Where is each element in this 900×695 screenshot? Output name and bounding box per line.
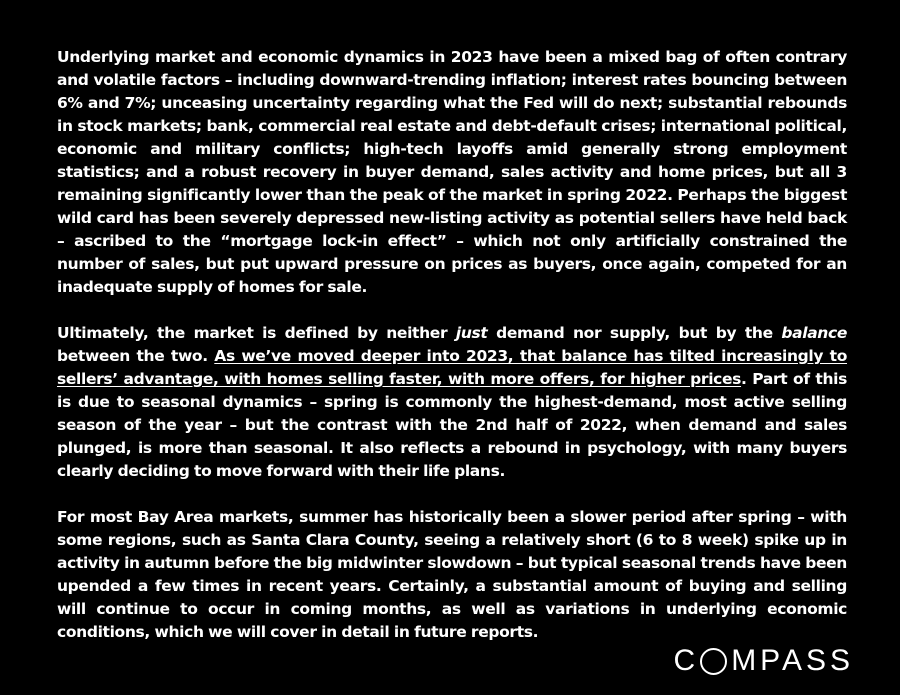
compass-logo bbox=[674, 644, 854, 678]
logo-text-suffix: MPASS bbox=[731, 644, 854, 677]
document-body bbox=[57, 46, 847, 644]
emphasis-text: balance bbox=[781, 324, 847, 342]
paragraph bbox=[57, 506, 847, 644]
paragraph-text: Ultimately, the market is defined by neither bbox=[57, 324, 456, 342]
emphasis-text: just bbox=[455, 324, 488, 342]
paragraph bbox=[57, 322, 847, 483]
paragraph-text: between the two. bbox=[57, 347, 215, 365]
paragraph-text: demand nor supply, but by the bbox=[487, 324, 782, 342]
logo-ring-icon bbox=[700, 648, 727, 675]
logo-text-prefix: C bbox=[673, 644, 700, 677]
paragraph bbox=[57, 46, 847, 299]
paragraph-text: . Part of this is due to seasonal dynamics – spring is commonly the highest-demand, most active selling season of the year – but the contrast with the 2nd half of 2022, when demand and sales plunged, is more than seasonal. It also reflects a rebound in psychology, with many buyers clearly deciding to move forward with their life plans. bbox=[57, 370, 847, 480]
paragraph-text: Underlying market and economic dynamics in 2023 have been a mixed bag of often contrary and volatile factors – including downward-trending inflation; interest rates bouncing between 6% and 7%; unceasing uncertainty regarding what the Fed will do next; substantial rebounds in stock markets; bank, commercial real estate and debt-default crises; international political, economic and military conflicts; high-tech layoffs amid generally strong employment statistics; and a robust recovery in buyer demand, sales activity and home prices, but all 3 remaining significantly lower than the peak of the market in spring 2022. Perhaps the biggest wild card has been severely depressed new-listing activity as potential sellers have held back – ascribed to the “mortgage lock-in effect” – which not only artificially constrained the number of sales, but put upward pressure on prices as buyers, once again, competed for an inadequate supply of homes for sale. bbox=[57, 48, 847, 296]
paragraph-text: For most Bay Area markets, summer has historically been a slower period after spring – with some regions, such as Santa Clara County, seeing a relatively short (6 to 8 week) spike up in activity in autumn before the big midwinter slowdown – but typical seasonal trends have been upended a few times in recent years. Certainly, a substantial amount of buying and selling will continue to occur in coming months, as well as variations in underlying economic conditions, which we will cover in detail in future reports. bbox=[57, 508, 847, 641]
underlined-text: As we’ve moved deeper into 2023, that balance has tilted increasingly to sellers’ advantage, with homes selling faster, with more offers, for higher prices bbox=[57, 347, 848, 388]
